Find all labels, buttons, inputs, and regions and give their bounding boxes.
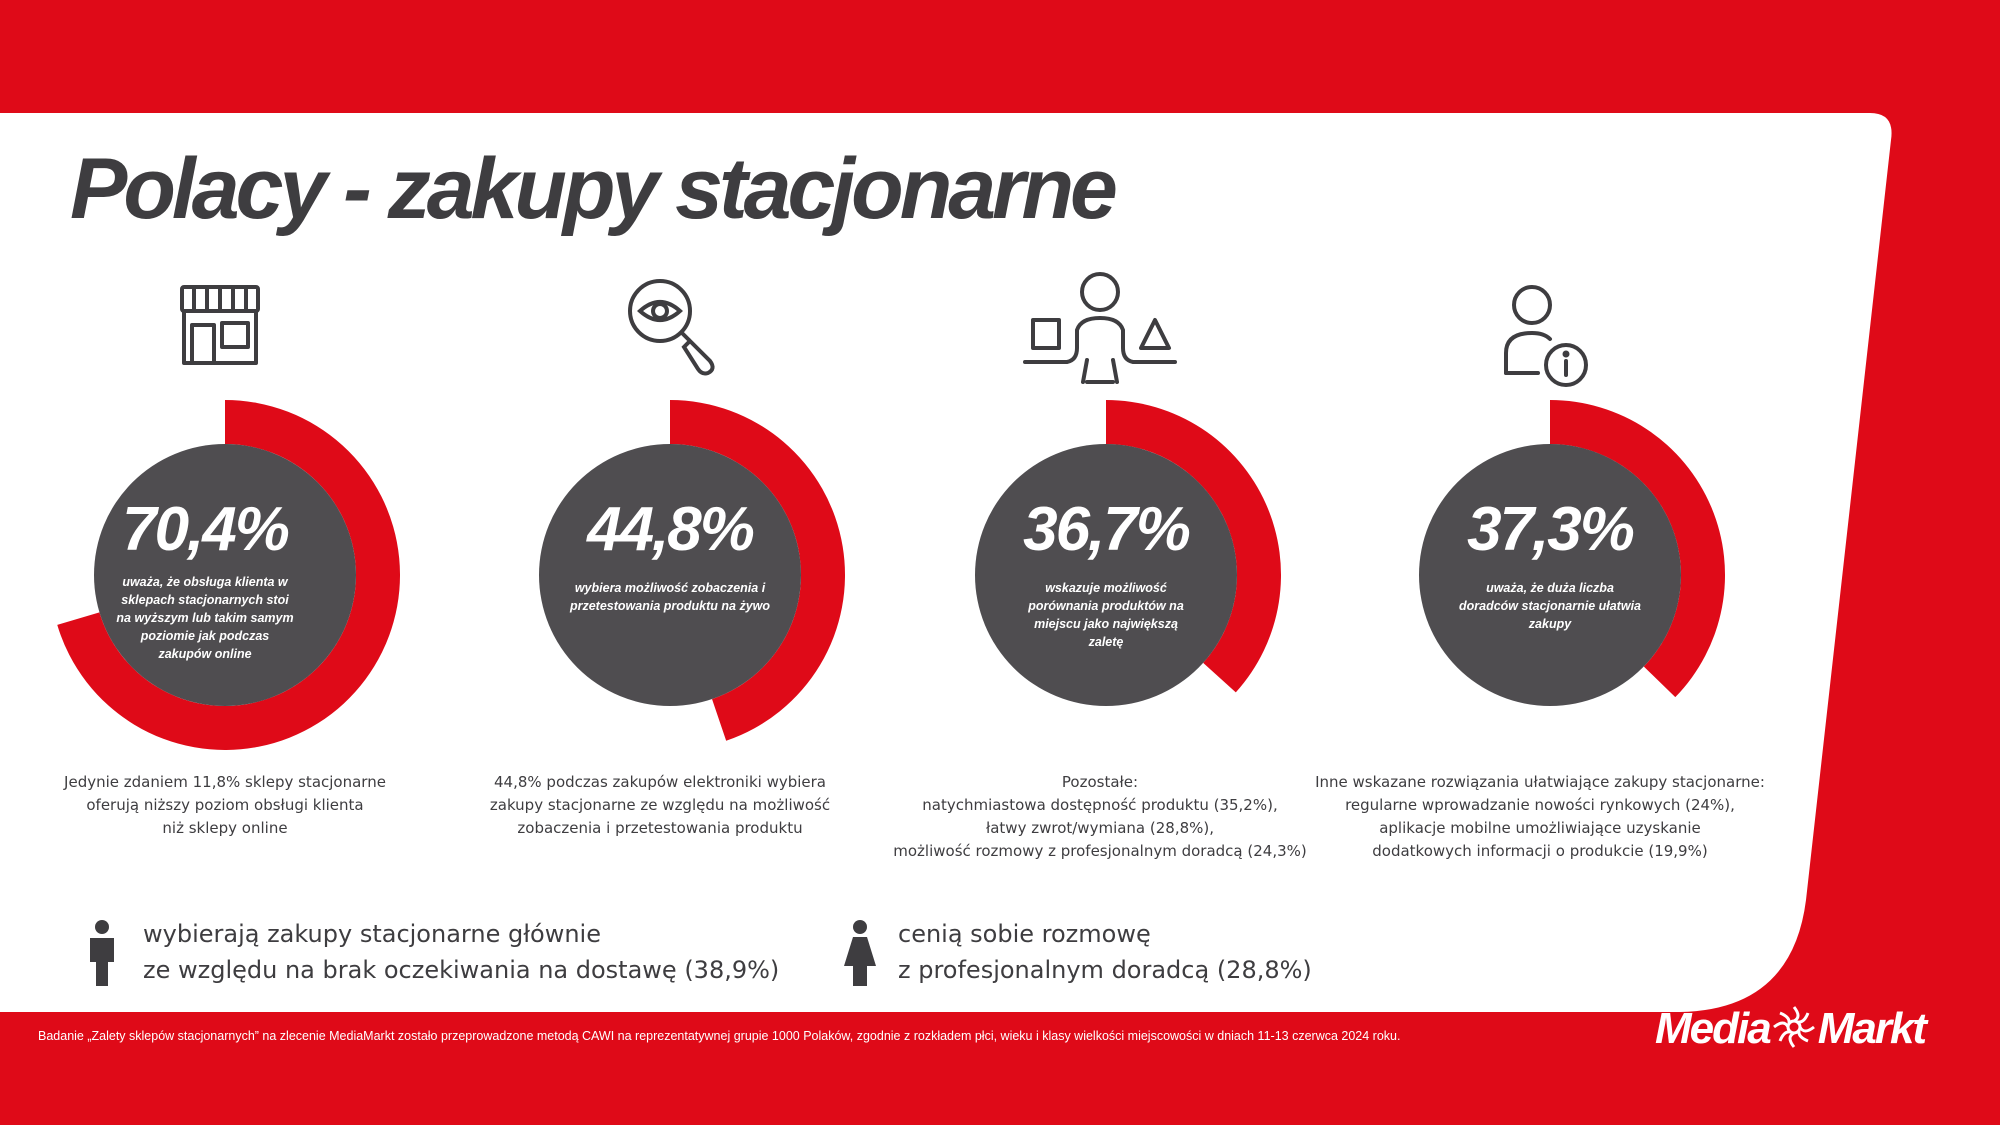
logo-text-markt: Markt bbox=[1817, 1004, 1926, 1053]
caption-line: Pozostałe: bbox=[1061, 773, 1139, 791]
caption-line: zakupy stacjonarne ze względu na możliwość bbox=[489, 796, 831, 814]
storefront-icon bbox=[160, 265, 280, 385]
stat-percent: 36,7% bbox=[1023, 495, 1189, 564]
caption-line: natychmiastowa dostępność produktu (35,2%), bbox=[922, 796, 1278, 814]
woman-icon bbox=[842, 920, 878, 986]
logo-text-media: Media bbox=[1655, 1004, 1770, 1053]
survey-footnote: Badanie „Zalety sklepów stacjonarnych” na zlecenie MediaMarkt zostało przeprowadzone metodą CAWI na reprezentatywnej grupie 1000 Polaków, zgodnie z rozkładem płci, wieku i klasy wielkości miejscowości w dniach 11-13 czerwca 2024 roku. bbox=[38, 1029, 1401, 1043]
caption-line: niż sklepy online bbox=[162, 819, 288, 837]
stat-description: uważa, że duża liczba doradców stacjonarnie ułatwia zakupy bbox=[1459, 581, 1641, 631]
caption-line: oferują niższy poziom obsługi klienta bbox=[86, 796, 364, 814]
caption-line: łatwy zwrot/wymiana (28,8%), bbox=[985, 819, 1215, 837]
caption-1 bbox=[40, 771, 410, 840]
spiral-icon bbox=[1772, 1005, 1816, 1049]
caption-line: możliwość rozmowy z profesjonalnym doradcą (24,3%) bbox=[893, 842, 1307, 860]
stat-percent: 44,8% bbox=[587, 495, 753, 564]
person-info-icon bbox=[1490, 275, 1610, 395]
men-stat-line: ze względu na brak oczekiwania na dostawę (38,9%) bbox=[143, 956, 780, 984]
page-title: Polacy - zakupy stacjonarne bbox=[70, 141, 1114, 237]
stat-3 bbox=[976, 495, 1236, 651]
stat-description: uważa, że obsługa klienta w sklepach stacjonarnych stoi na wyższym lub takim samym poziomie jak podczas zakupów online bbox=[116, 575, 294, 661]
men-stat bbox=[143, 916, 779, 988]
caption-line: Inne wskazane rozwiązania ułatwiające zakupy stacjonarne: bbox=[1315, 773, 1765, 791]
person-compare-icon bbox=[1015, 260, 1185, 390]
caption-line: dodatkowych informacji o produkcie (19,9%) bbox=[1372, 842, 1708, 860]
stat-4 bbox=[1420, 495, 1680, 633]
man-icon bbox=[88, 920, 116, 986]
mediamarkt-logo[interactable] bbox=[1655, 1004, 1925, 1054]
caption-3 bbox=[880, 771, 1320, 863]
caption-2 bbox=[475, 771, 845, 840]
women-stat-line: z profesjonalnym doradcą (28,8%) bbox=[898, 956, 1312, 984]
magnifier-eye-icon bbox=[610, 265, 730, 385]
women-stat bbox=[898, 916, 1312, 988]
caption-line: aplikacje mobilne umożliwiające uzyskanie bbox=[1379, 819, 1701, 837]
women-stat-line: cenią sobie rozmowę bbox=[898, 920, 1151, 948]
caption-line: zobaczenia i przetestowania produktu bbox=[517, 819, 803, 837]
stat-description: wskazuje możliwość porównania produktów na miejscu jako największą zaletę bbox=[1028, 581, 1184, 649]
stat-2 bbox=[540, 495, 800, 615]
caption-line: regularne wprowadzanie nowości rynkowych (24%), bbox=[1345, 796, 1735, 814]
stat-percent: 70,4% bbox=[122, 495, 288, 564]
men-stat-line: wybierają zakupy stacjonarne głównie bbox=[143, 920, 601, 948]
stat-1 bbox=[95, 495, 315, 663]
caption-4 bbox=[1305, 771, 1775, 863]
caption-line: Jedynie zdaniem 11,8% sklepy stacjonarne bbox=[64, 773, 386, 791]
stat-percent: 37,3% bbox=[1467, 495, 1633, 564]
stat-description: wybiera możliwość zobaczenia i przetestowania produktu na żywo bbox=[569, 581, 771, 613]
caption-line: 44,8% podczas zakupów elektroniki wybiera bbox=[494, 773, 826, 791]
